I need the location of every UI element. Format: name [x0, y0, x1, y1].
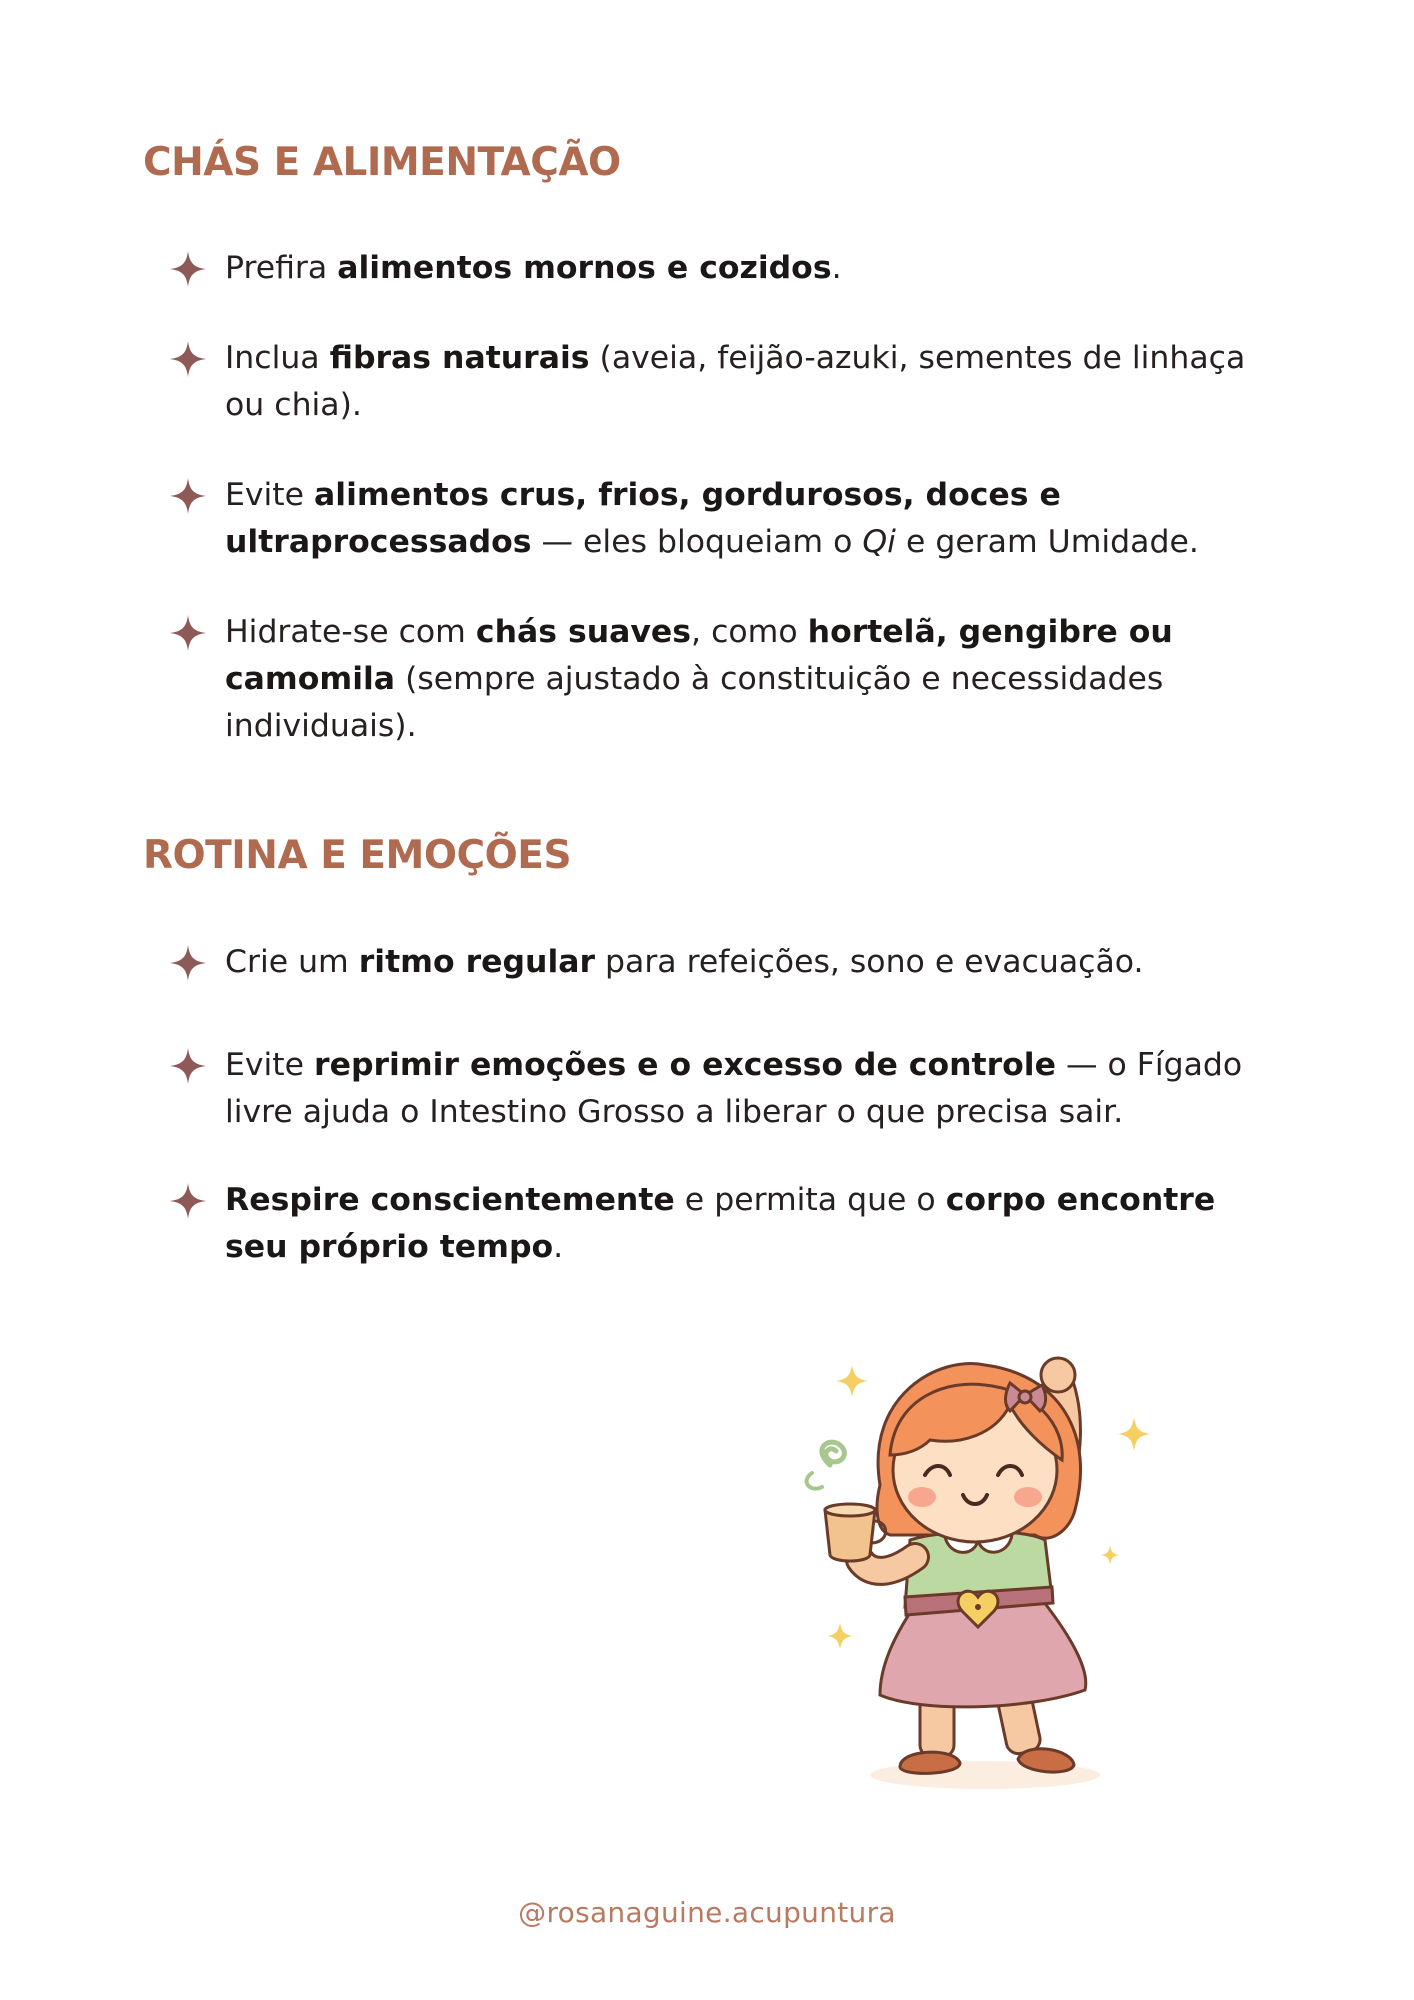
text-run: — o Fígado livre ajuda o Intestino Grosso a liberar o que precisa sair.: [225, 1047, 1243, 1130]
list-item: [170, 1177, 1280, 1271]
four-point-star-icon: [170, 478, 206, 514]
bold-text: hortelã, gengibre ou camomila: [225, 614, 1173, 697]
text-run: .: [831, 250, 842, 286]
four-point-star-icon: [170, 1183, 206, 1219]
list-item-text: [225, 472, 1270, 566]
bold-text: alimentos mornos e cozidos: [337, 250, 832, 286]
list-item: [170, 609, 1280, 750]
list-item-text: [225, 245, 1270, 292]
four-point-star-icon: [170, 1048, 206, 1084]
bold-text: reprimir emoções e o excesso de controle: [314, 1047, 1056, 1083]
text-run: .: [553, 1229, 564, 1265]
four-point-star-icon: [170, 251, 206, 287]
footer-handle: @rosanaguine.acupuntura: [518, 1896, 896, 1929]
bold-text: chás suaves: [475, 614, 692, 650]
section-title-chas: CHÁS E ALIMENTAÇÃO: [143, 140, 621, 185]
bold-text: Respire conscientemente: [225, 1182, 675, 1218]
text-run: e geram Umidade.: [895, 524, 1199, 560]
list-item-text: [225, 1177, 1270, 1271]
list-item: [170, 245, 1280, 292]
list-item: [170, 335, 1280, 429]
text-run: e permita que o: [674, 1182, 946, 1218]
text-run: Evite: [225, 477, 315, 513]
four-point-star-icon: [170, 615, 206, 651]
list-item-text: [225, 939, 1270, 986]
girl-with-tea-cup-illustration: [770, 1335, 1170, 1795]
text-run: Hidrate-se com: [225, 614, 476, 650]
italic-text: Qi: [862, 524, 896, 560]
text-run: — eles bloqueiam o: [531, 524, 863, 560]
text-run: Crie um: [225, 944, 359, 980]
section-title-rotina: ROTINA E EMOÇÕES: [143, 833, 572, 878]
text-run: (aveia, feijão-azuki, sementes de linhaça ou chia).: [225, 340, 1246, 423]
list-item: [170, 1042, 1280, 1136]
bold-text: corpo encontre seu próprio tempo: [225, 1182, 1216, 1265]
list-item-text: [225, 335, 1270, 429]
list-item-text: [225, 1042, 1270, 1136]
list-item: [170, 472, 1280, 566]
bold-text: fibras naturais: [329, 340, 590, 376]
text-run: para refeições, sono e evacuação.: [595, 944, 1144, 980]
text-run: , como: [691, 614, 808, 650]
text-run: (sempre ajustado à constituição e necessidades individuais).: [225, 661, 1164, 744]
list-item: [170, 939, 1280, 986]
text-run: Evite: [225, 1047, 315, 1083]
text-run: Prefira: [225, 250, 338, 286]
four-point-star-icon: [170, 945, 206, 981]
bold-text: alimentos crus, frios, gordurosos, doces e ultraprocessados: [225, 477, 1061, 560]
text-run: Inclua: [225, 340, 330, 376]
list-item-text: [225, 609, 1270, 750]
four-point-star-icon: [170, 341, 206, 377]
bold-text: ritmo regular: [358, 944, 596, 980]
